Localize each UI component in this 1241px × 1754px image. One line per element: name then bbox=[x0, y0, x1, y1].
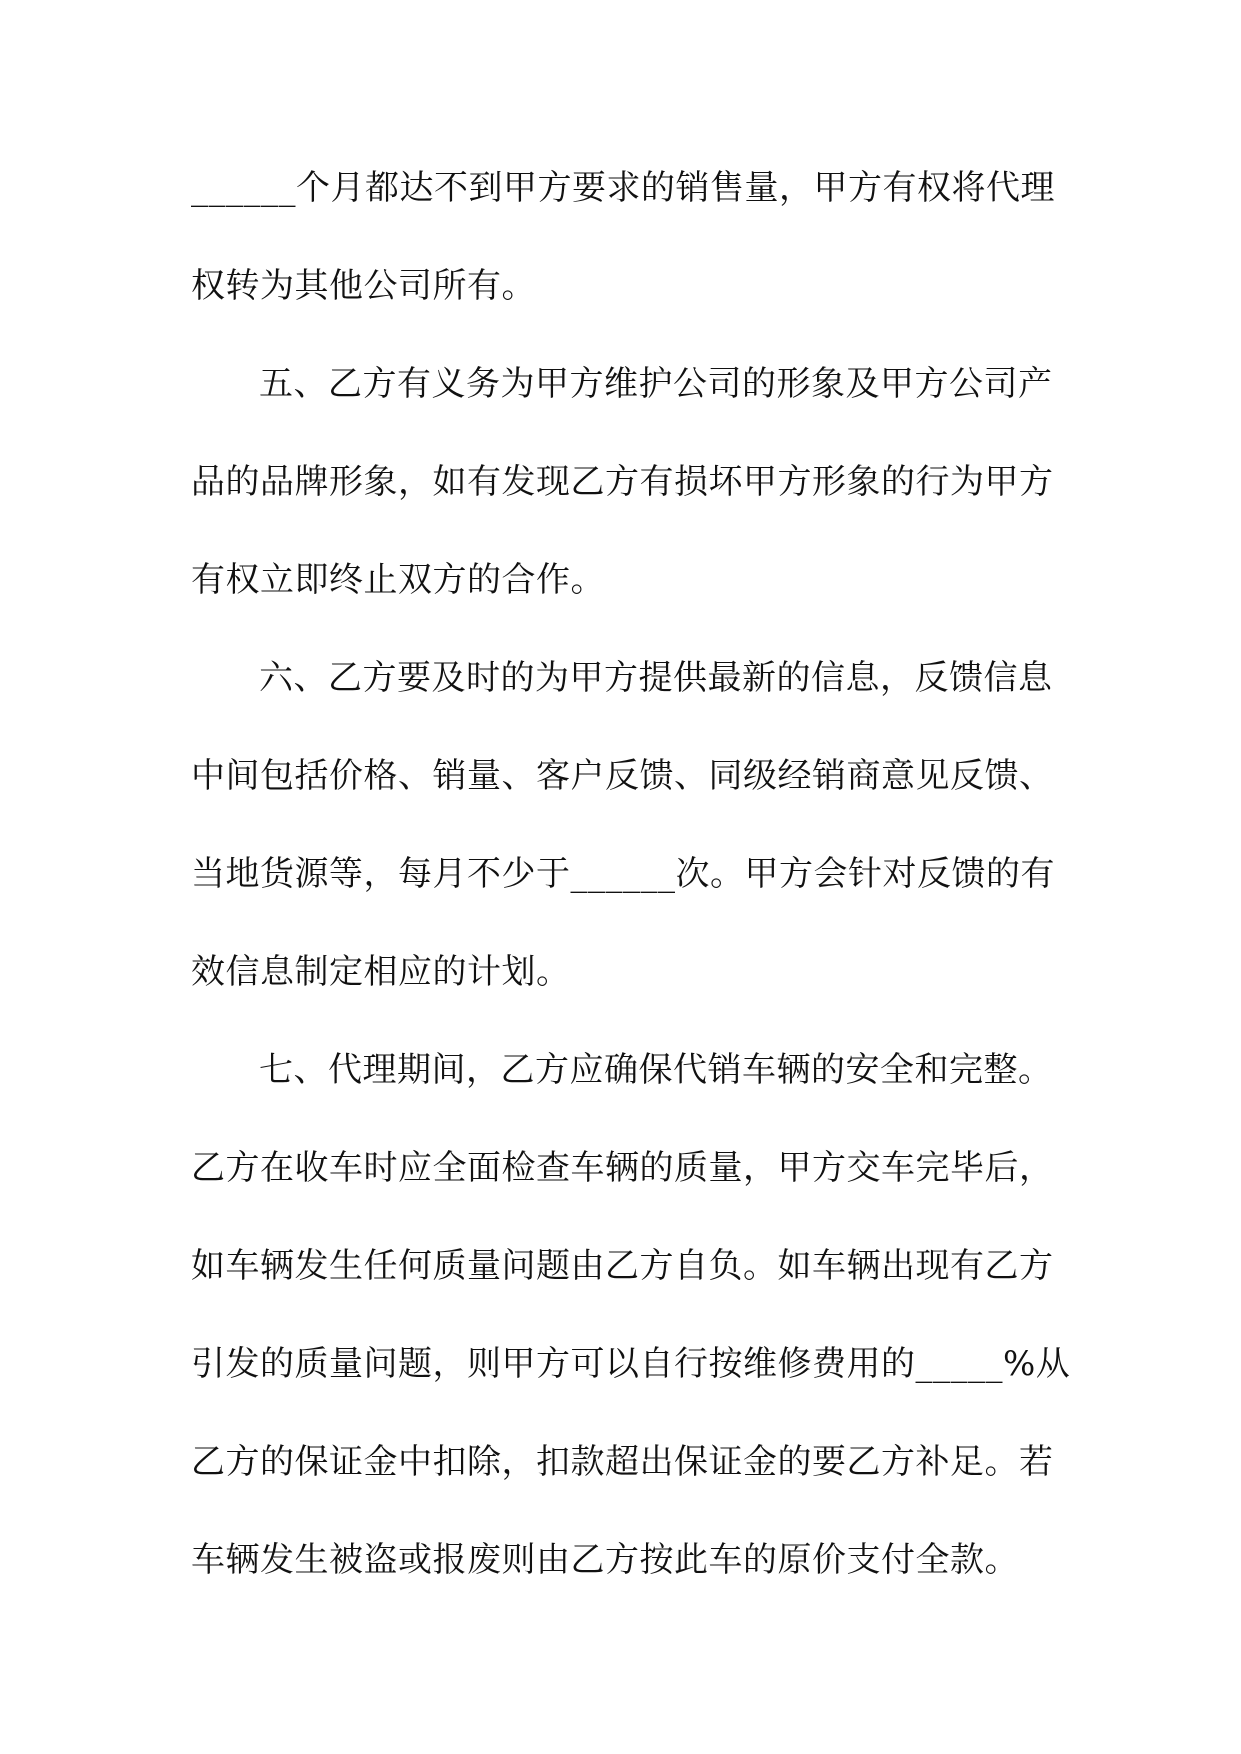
text-line: 如车辆发生任何质量问题由乙方自负。如车辆出现有乙方 bbox=[191, 1246, 1054, 1286]
text-line: 品的品牌形象，如有发现乙方有损坏甲方形象的行为甲方 bbox=[191, 462, 1054, 502]
text-line: 中间包括价格、销量、客户反馈、同级经销商意见反馈、 bbox=[191, 756, 1054, 796]
text-line: 乙方在收车时应全面检查车辆的质量，甲方交车完毕后， bbox=[191, 1148, 1054, 1188]
text-line: 引发的质量问题，则甲方可以自行按维修费用的_____%从 bbox=[191, 1344, 1071, 1384]
document-body bbox=[191, 168, 1071, 1638]
text-line: 效信息制定相应的计划。 bbox=[191, 952, 571, 992]
text-line: ______个月都达不到甲方要求的销售量，甲方有权将代理 bbox=[191, 168, 1055, 208]
text-line: 车辆发生被盗或报废则由乙方按此车的原价支付全款。 bbox=[191, 1540, 1019, 1580]
text-line: 五、乙方有义务为甲方维护公司的形象及甲方公司产 bbox=[259, 364, 1053, 404]
text-line: 有权立即终止双方的合作。 bbox=[191, 560, 605, 600]
text-line: 当地货源等，每月不少于______次。甲方会针对反馈的有 bbox=[191, 854, 1055, 894]
text-line: 六、乙方要及时的为甲方提供最新的信息，反馈信息 bbox=[259, 658, 1053, 698]
text-line: 乙方的保证金中扣除，扣款超出保证金的要乙方补足。若 bbox=[191, 1442, 1054, 1482]
text-line: 七、代理期间，乙方应确保代销车辆的安全和完整。 bbox=[259, 1050, 1053, 1090]
text-line: 权转为其他公司所有。 bbox=[191, 266, 536, 306]
